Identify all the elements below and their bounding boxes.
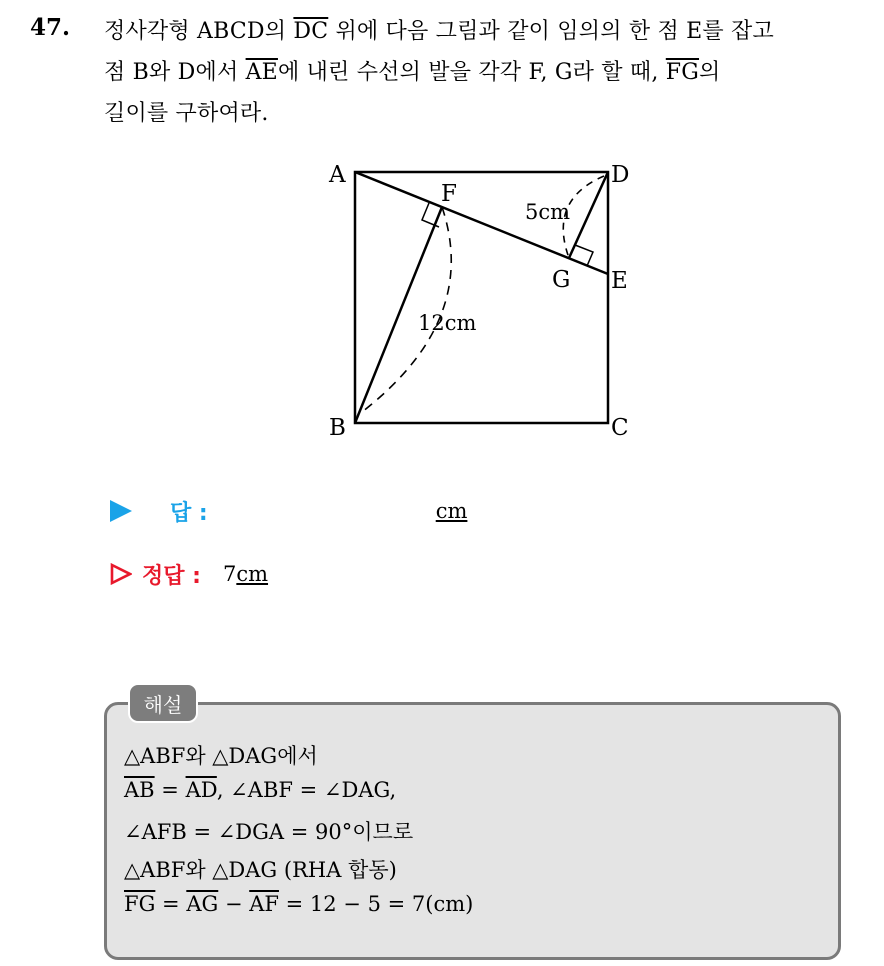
- play-solid-icon: [110, 500, 132, 522]
- answer-unit: cm: [435, 499, 468, 523]
- point-a-label: A: [329, 162, 346, 188]
- point-d-label: D: [611, 162, 630, 188]
- correct-answer-row: [110, 557, 268, 591]
- play-outline-icon: [110, 563, 132, 585]
- answer-row: [110, 494, 467, 528]
- length-12cm-label: 12cm: [418, 311, 477, 335]
- solution-line-3: ∠AFB = ∠DGA = 90°이므로: [124, 820, 414, 844]
- point-g-label: G: [552, 267, 571, 293]
- question-line-1: 정사각형 ABCD의 $\overline{DC}$ 위에 다음 그림과 같이 임의의 한 점 E를 잡고: [104, 19, 774, 44]
- solution-tab: 해설: [128, 683, 198, 723]
- dashed-arc-12cm: [362, 207, 451, 412]
- question-line-3: 길이를 구하여라.: [104, 101, 269, 126]
- point-c-label: C: [611, 415, 629, 441]
- point-e-label: E: [611, 268, 628, 294]
- segment-fg: $\overline{FG}$: [665, 60, 700, 85]
- solution-line-4: △ABF와 △DAG (RHA 합동): [124, 858, 397, 882]
- question-line-2: 점 B와 D에서 $\overline{AE}$에 내린 수선의 발을 각각 F, G라 할 때, $\overline{FG}$의: [104, 60, 721, 85]
- answer-label: 답 :: [170, 500, 208, 526]
- solution-line-2: $\overline{AB} = \overline{AD}$, ∠ABF = ∠DAG,: [124, 778, 397, 802]
- segment-ae: $\overline{AE}$: [245, 60, 278, 85]
- geometry-figure: [0, 0, 884, 460]
- correct-value: 7: [222, 562, 237, 586]
- correct-unit: cm: [236, 562, 269, 586]
- length-5cm-label: 5cm: [525, 200, 571, 224]
- solution-line-5: $\overline{FG} = \overline{AG} - \overline{AF} = 12 - 5 = 7(cm)$: [124, 892, 474, 916]
- segment-dc: $\overline{DC}$: [293, 19, 329, 44]
- line-ae: [355, 172, 608, 274]
- solution-line-1: △ABF와 △DAG에서: [124, 744, 318, 768]
- question-number: 47.: [30, 14, 71, 41]
- correct-label: 정답 :: [142, 563, 201, 589]
- point-f-label: F: [441, 181, 457, 207]
- point-b-label: B: [329, 415, 346, 441]
